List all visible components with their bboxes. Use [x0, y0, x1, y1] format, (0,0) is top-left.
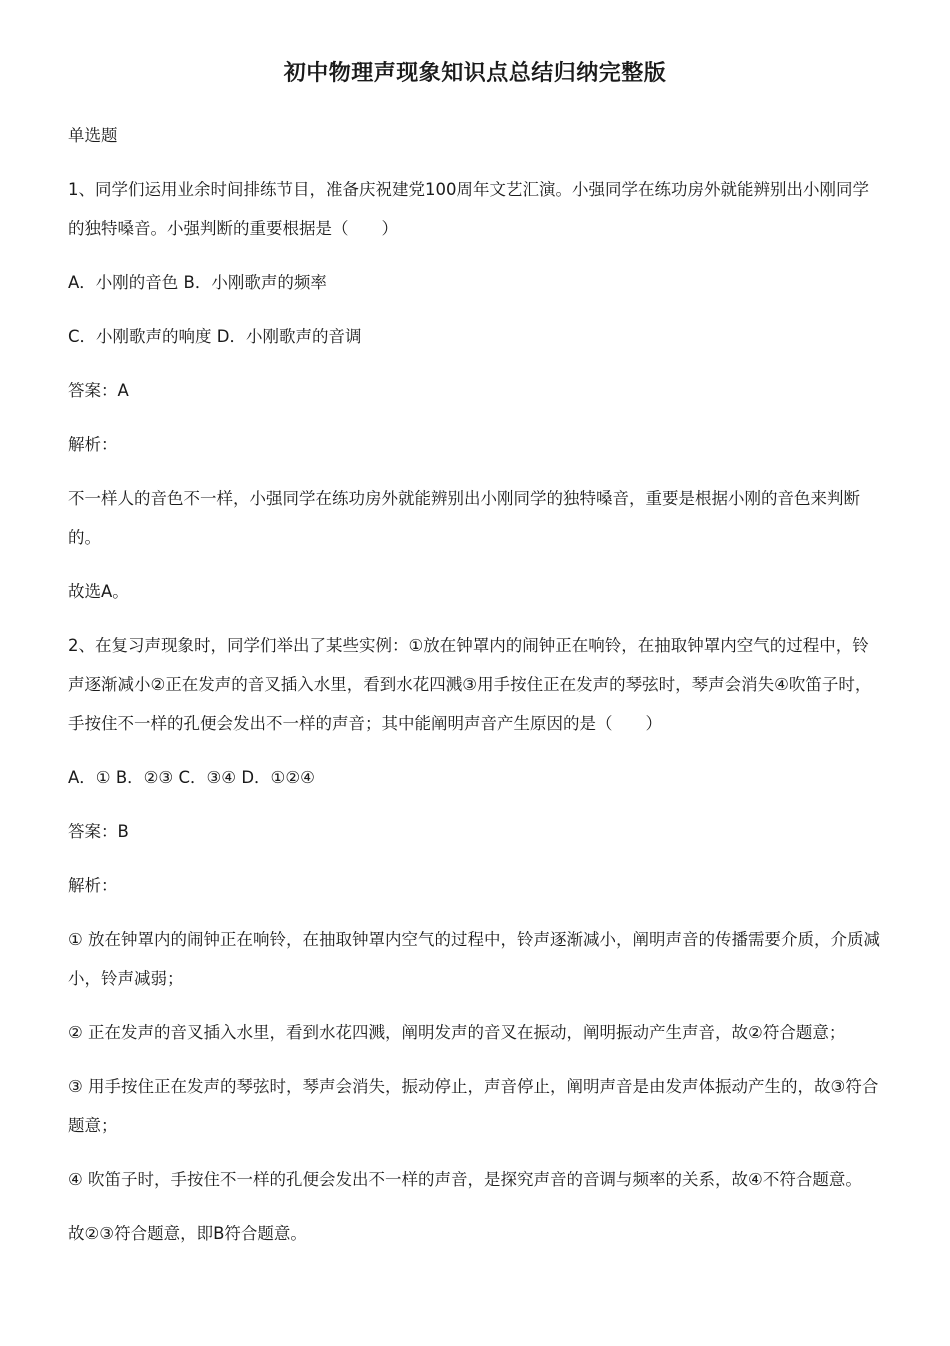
question-2-options: A．① B．②③ C．③④ D．①②④: [68, 768, 315, 787]
question-2-analysis-item-2: ② 正在发声的音叉插入水里，看到水花四溅，阐明发声的音叉在振动，阐明振动产生声音，故②符合题意；: [68, 1023, 846, 1042]
question-1-conclusion: 故选A。: [68, 582, 129, 601]
document-body: [68, 116, 882, 1253]
document-title: 初中物理声现象知识点总结归纳完整版: [283, 61, 667, 86]
question-1-analysis: 不一样人的音色不一样，小强同学在练功房外就能辨别出小刚同学的独特嗓音，重要是根据小刚的音色来判断的。: [68, 489, 860, 547]
question-1-stem: 1、同学们运用业余时间排练节目，准备庆祝建党100周年文艺汇演。小强同学在练功房外就能辨别出小刚同学的独特嗓音。小强判断的重要根据是（ ）: [68, 180, 869, 238]
question-2-analysis-item-4: ④ 吹笛子时，手按住不一样的孔便会发出不一样的声音，是探究声音的音调与频率的关系，故④不符合题意。: [68, 1170, 862, 1189]
section-heading: 单选题: [68, 126, 118, 145]
question-2-analysis-item-1: ① 放在钟罩内的闹钟正在响铃，在抽取钟罩内空气的过程中，铃声逐渐减小，阐明声音的传播需要介质，介质减小，铃声减弱；: [68, 930, 881, 988]
question-1-answer: 答案：A: [68, 381, 129, 400]
question-2-analysis-label: 解析：: [68, 876, 118, 895]
question-1-options-cd: C．小刚歌声的响度 D．小刚歌声的音调: [68, 327, 362, 346]
question-2-stem: 2、在复习声现象时，同学们举出了某些实例：①放在钟罩内的闹钟正在响铃，在抽取钟罩内空气的过程中，铃声逐渐减小②正在发声的音叉插入水里，看到水花四溅③用手按住正在发声的琴弦时，琴声会消失④吹笛子时，手按住不一样的孔便会发出不一样的声音；其中能阐明声音产生原因的是（ ）: [68, 636, 872, 733]
question-2-conclusion: 故②③符合题意，即B符合题意。: [68, 1224, 307, 1243]
question-2-answer: 答案：B: [68, 822, 129, 841]
question-1-options-ab: A．小刚的音色 B．小刚歌声的频率: [68, 273, 327, 292]
question-1-analysis-label: 解析：: [68, 435, 118, 454]
question-2-analysis-item-3: ③ 用手按住正在发声的琴弦时，琴声会消失，振动停止，声音停止，阐明声音是由发声体振动产生的，故③符合题意；: [68, 1077, 879, 1135]
